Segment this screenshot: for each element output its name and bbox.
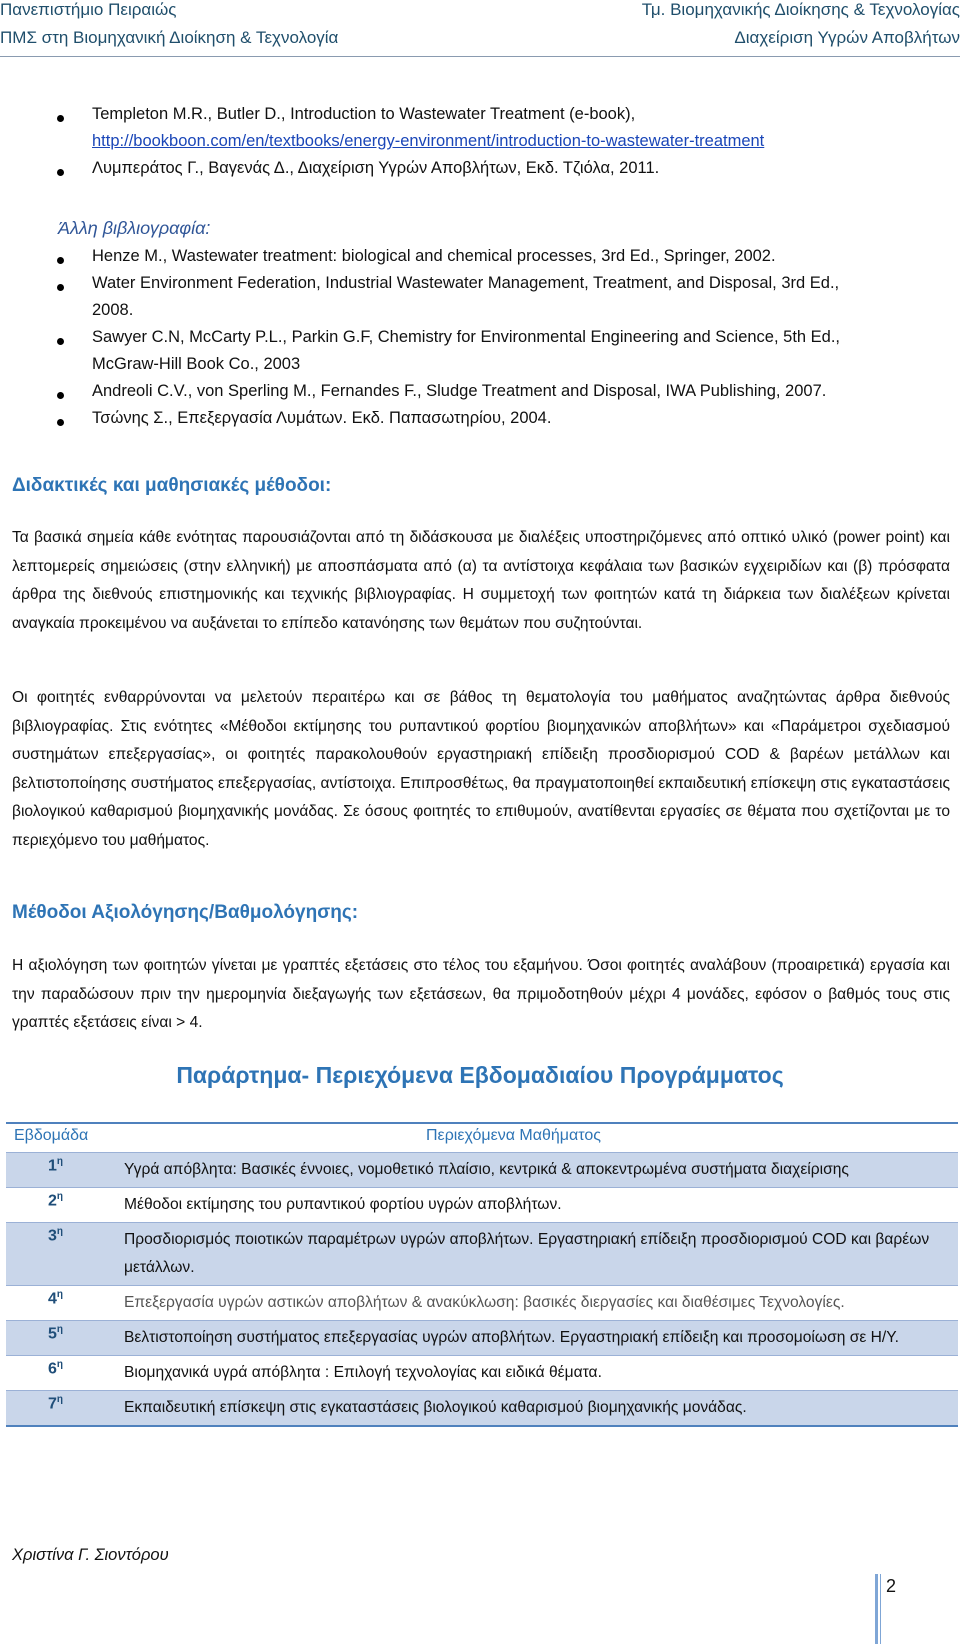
header-department: Τμ. Βιομηχανικής Διοίκησης & Τεχνολογίας (641, 0, 960, 19)
week-number: $3^\eta$ (48, 1226, 64, 1245)
bullet-icon (57, 257, 64, 264)
methods-paragraph-1: Τα βασικά σημεία κάθε ενότητας παρουσιάζονται από τη διδάσκουσα με διαλέξεις υποστηριζόμενες από οπτικό υλικό (power point) και λεπτομερείς σημειώσεις (στην ελληνική) με αποσπάσματα από (α) τα αντίστοιχα κεφάλαια των βασικών εγχειριδίων και (β) πρόσφατα άρθρα της διεθνούς επιστημονικής και τεχνικής βιβλιογραφίας. Η συμμετοχή των φοιτητών κατά τη διάρκεια των διαλέξεων κρίνεται αναγκαία προκειμένου να αυξάνεται το επίπεδο κατανόησης των θεμάτων που συζητούνται. (12, 529, 950, 632)
bib-item-templeton: Templeton M.R., Butler D., Introduction to Wastewater Treatment (e-book), (92, 105, 636, 123)
week-number: $1^\eta$ (48, 1156, 64, 1175)
table-row (6, 1222, 958, 1285)
assessment-heading: Μέθοδοι Αξιολόγησης/Βαθμολόγησης: (12, 902, 359, 923)
week-content: Βιομηχανικά υγρά απόβλητα : Επιλογή τεχνολογίας και ειδικά θέματα. (124, 1364, 602, 1381)
page-number: 2 (886, 1576, 897, 1596)
bib-item-wef: Water Environment Federation, Industrial Wastewater Management, Treatment, and Disposal, 3rd Ed., (92, 274, 840, 292)
week-content: Βελτιστοποίηση συστήματος επεξεργασίας υγρών αποβλήτων. Εργαστηριακή επίδειξη και προσομοίωση σε Η/Υ. (124, 1329, 899, 1346)
schedule-table (6, 1122, 958, 1427)
bib-item-henze: Henze M., Wastewater treatment: biological and chemical processes, 3rd Ed., Springer, 2002. (92, 247, 776, 265)
page-header (0, 0, 960, 58)
bib-item-wef-cont: 2008. (92, 301, 134, 319)
header-course: Διαχείριση Υγρών Αποβλήτων (734, 28, 960, 47)
week-number: $5^\eta$ (48, 1324, 64, 1343)
header-divider (0, 56, 960, 57)
week-content: Υγρά απόβλητα: Βασικές έννοιες, νομοθετικό πλαίσιο, κεντρικά & αποκεντρωμένα συστήματα διαχείρισης (124, 1161, 849, 1178)
table-row (6, 1320, 958, 1355)
col-week: Εβδομάδα (14, 1127, 89, 1144)
col-content: Περιεχόμενα Μαθήματος (426, 1127, 601, 1144)
week-content: Εκπαιδευτική επίσκεψη στις εγκαταστάσεις βιολογικού καθαρισμού βιομηχανικής μονάδας. (124, 1399, 747, 1416)
bullet-icon (57, 284, 64, 291)
week-number: $2^\eta$ (48, 1191, 64, 1210)
assessment-paragraph: Η αξιολόγηση των φοιτητών γίνεται με γραπτές εξετάσεις στο τέλος του εξαμήνου. Όσοι φοιτητές αναλάβουν (προαιρετικά) εργασία και την παραδώσουν πριν την ημερομηνία διεξαγωγής των εξετάσεων, θα πριμοδοτηθούν μέχρι 4 μονάδες, εφόσον ο βαθμός τους στις γραπτές εξετάσεις είναι > 4. (12, 957, 950, 1031)
table-row (6, 1390, 958, 1427)
header-university: Πανεπιστήμιο Πειραιώς (0, 0, 177, 19)
appendix-title: Παράρτημα- Περιεχόμενα Εβδομαδιαίου Προγράμματος (176, 1062, 784, 1088)
table-row (6, 1355, 958, 1390)
table-row (6, 1285, 958, 1320)
methods-heading: Διδακτικές και μαθησιακές μέθοδοι: (12, 475, 332, 496)
bullet-icon (57, 338, 64, 345)
week-content: Μέθοδοι εκτίμησης του ρυπαντικού φορτίου υγρών αποβλήτων. (124, 1196, 562, 1213)
page-number-bar (875, 1574, 878, 1644)
bib-item-sawyer-cont: McGraw-Hill Book Co., 2003 (92, 355, 301, 373)
week-number: $7^\eta$ (48, 1394, 64, 1413)
bib-item-andreoli: Andreoli C.V., von Sperling M., Fernandes F., Sludge Treatment and Disposal, IWA Publishing, 2007. (92, 382, 827, 400)
other-bibliography-title: Άλλη βιβλιογραφία: (58, 218, 211, 238)
page-number-bar-thin (880, 1574, 881, 1644)
bib-link-bookboon[interactable]: http://bookboon.com/en/textbooks/energy-environment/introduction-to-wastewater-treatment (92, 132, 765, 150)
week-content: Προσδιορισμός ποιοτικών παραμέτρων υγρών αποβλήτων. Εργαστηριακή επίδειξη προσδιορισμού COD και βαρέων μετάλλων. (124, 1231, 930, 1276)
header-program: ΠΜΣ στη Βιομηχανική Διοίκηση & Τεχνολογία (0, 28, 339, 47)
table-header (6, 1122, 958, 1152)
bib-item-tsonis: Τσώνης Σ., Επεξεργασία Λυμάτων. Εκδ. Παπασωτηρίου, 2004. (92, 409, 552, 427)
footer-author: Χριστίνα Γ. Σιοντόρου (12, 1546, 169, 1564)
bullet-icon (57, 169, 64, 176)
week-content: Επεξεργασία υγρών αστικών αποβλήτων & ανακύκλωση: βασικές διεργασίες και διαθέσιμες Τεχνολογίες. (124, 1294, 845, 1311)
bullet-icon (57, 115, 64, 122)
bullet-icon (57, 392, 64, 399)
bib-item-sawyer: Sawyer C.N, McCarty P.L., Parkin G.F, Chemistry for Environmental Engineering and Science, 5th Ed., (92, 328, 841, 346)
week-number: $4^\eta$ (48, 1289, 64, 1308)
bullet-icon (57, 419, 64, 426)
methods-paragraph-2: Οι φοιτητές ενθαρρύνονται να μελετούν περαιτέρω και σε βάθος τη θεματολογία του μαθήματος αναζητώντας άρθρα διεθνούς βιβλιογραφίας. Στις ενότητες «Μέθοδοι εκτίμησης του ρυπαντικού φορτίου βιομηχανικών αποβλήτων» και «Παράμετροι σχεδιασμού συστημάτων επεξεργασίας», οι φοιτητές παρακολουθούν εργαστηριακή επίδειξη προσδιορισμού COD & βαρέων μετάλλων και βελτιστοποίησης συστήματος επεξεργασίας, αντίστοιχα. Επιπροσθέτως, θα πραγματοποιηθεί εκπαιδευτική επίσκεψη στις εγκαταστάσεις βιολογικού καθαρισμού βιομηχανικής μονάδας. Σε όσους φοιτητές το επιθυμούν, ανατίθενται εργασίες σε θέματα που σχετίζονται με το περιεχόμενο του μαθήματος. (12, 689, 950, 849)
week-number: $6^\eta$ (48, 1359, 64, 1378)
table-row (6, 1152, 958, 1187)
table-row (6, 1187, 958, 1222)
bib-item-lymperatos: Λυμπεράτος Γ., Βαγενάς Δ., Διαχείριση Υγρών Αποβλήτων, Εκδ. Τζιόλα, 2011. (92, 159, 660, 177)
